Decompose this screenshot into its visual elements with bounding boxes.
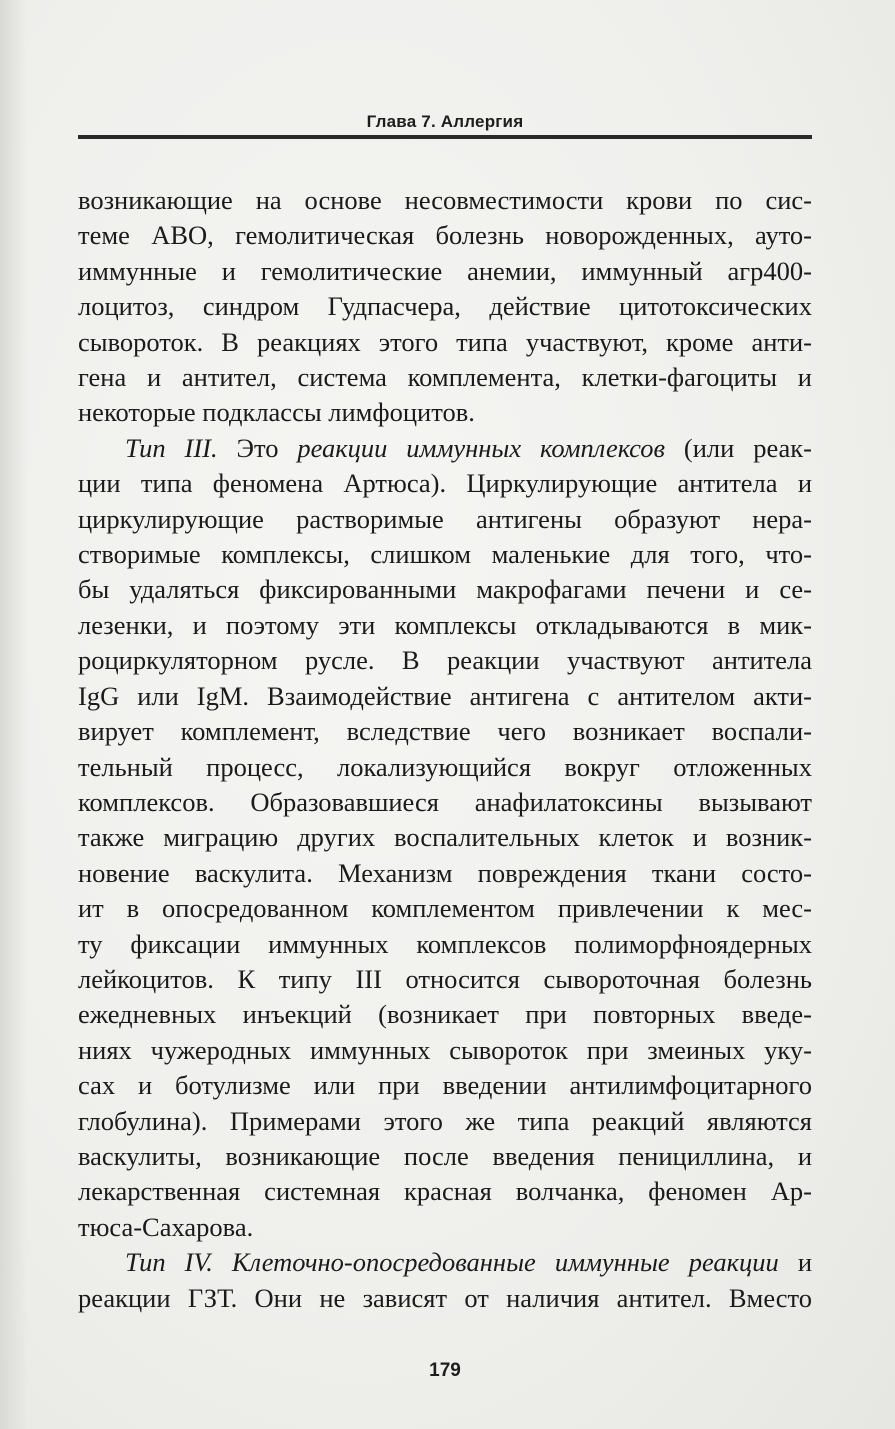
text-line: циркулирующие растворимые антигены образуют нера- — [78, 503, 812, 534]
body-text — [78, 183, 812, 1316]
paragraph-type-3 — [78, 431, 812, 1245]
text-line: ции типа феномена Артюса). Циркулирующие антитела и — [78, 468, 812, 499]
text-fragment: (или реак- — [665, 432, 813, 463]
paragraph-heading-line — [78, 431, 812, 466]
header-rule — [78, 135, 812, 139]
text-line: лейкоцитов. К типу III относится сывороточная болезнь — [78, 963, 812, 994]
term-emphasis: реакции иммунных комплексов — [297, 432, 666, 463]
paragraph-type-4 — [78, 1245, 812, 1316]
text-line: IgG или IgM. Взаимодействие антигена с антителом акти- — [78, 680, 812, 711]
text-line: новение васкулита. Механизм повреждения ткани состо- — [78, 857, 812, 888]
text-line: реакции ГЗТ. Они не зависят от наличия антител. Вместо — [78, 1282, 812, 1313]
text-line: лекарственная системная красная волчанка, феномен Ар- — [78, 1176, 812, 1207]
text-line: створимые комплексы, слишком маленькие для того, что- — [78, 539, 812, 570]
text-fragment: и — [778, 1247, 813, 1278]
text-line: ит в опосредованном комплементом привлечении к мес- — [78, 893, 812, 924]
text-line: лоцитоз, синдром Гудпасчера, действие цитотоксических — [78, 291, 812, 322]
text-line: вирует комплемент, вследствие чего возникает воспали- — [78, 716, 812, 747]
text-line: гена и антител, система комплемента, клетки-фагоциты и — [78, 362, 812, 393]
text-line: сах и ботулизме или при введении антилимфоцитарного — [78, 1070, 812, 1101]
type-label: Тип III. — [125, 432, 218, 463]
text-line: также миграцию других воспалительных клеток и возник- — [78, 822, 812, 853]
text-line: некоторые подклассы лимфоцитов. — [78, 397, 475, 428]
paragraph-heading-line — [78, 1245, 812, 1280]
paragraph-1 — [78, 183, 812, 431]
type-label: Тип IV. Клеточно-опосредованные иммунные реакции — [125, 1247, 779, 1278]
text-line: глобулина). Примерами этого же типа реакций являются — [78, 1105, 812, 1136]
text-fragment: Это — [217, 432, 298, 463]
text-line: роциркуляторном русле. В реакции участвуют антитела — [78, 645, 812, 676]
page-number: 179 — [429, 1360, 461, 1381]
text-line: сывороток. В реакциях этого типа участвуют, кроме анти- — [78, 326, 812, 357]
text-line: ту фиксации иммунных комплексов полиморфноядерных — [78, 928, 812, 959]
text-line: ниях чужеродных иммунных сывороток при змеиных уку- — [78, 1034, 812, 1065]
text-line: васкулиты, возникающие после введения пенициллина, и — [78, 1140, 812, 1171]
text-line: иммунные и гемолитические анемии, иммунный агр400- — [78, 255, 812, 286]
text-line: тюса-Сахарова. — [78, 1211, 254, 1242]
text-line: тельный процесс, локализующийся вокруг отложенных — [78, 751, 812, 782]
page-edge-shadow — [0, 0, 28, 1429]
running-header: Глава 7. Аллергия — [366, 112, 524, 131]
text-line: возникающие на основе несовместимости крови по сис- — [78, 185, 812, 215]
text-line: комплексов. Образовавшиеся анафилатоксины вызывают — [78, 786, 812, 817]
text-line: лезенки, и поэтому эти комплексы откладываются в мик- — [78, 609, 812, 640]
text-line: теме АВО, гемолитическая болезнь новорожденных, ауто- — [78, 220, 812, 251]
text-line: бы удаляться фиксированными макрофагами печени и се- — [78, 574, 812, 605]
text-line: ежедневных инъекций (возникает при повторных введе- — [78, 999, 812, 1030]
